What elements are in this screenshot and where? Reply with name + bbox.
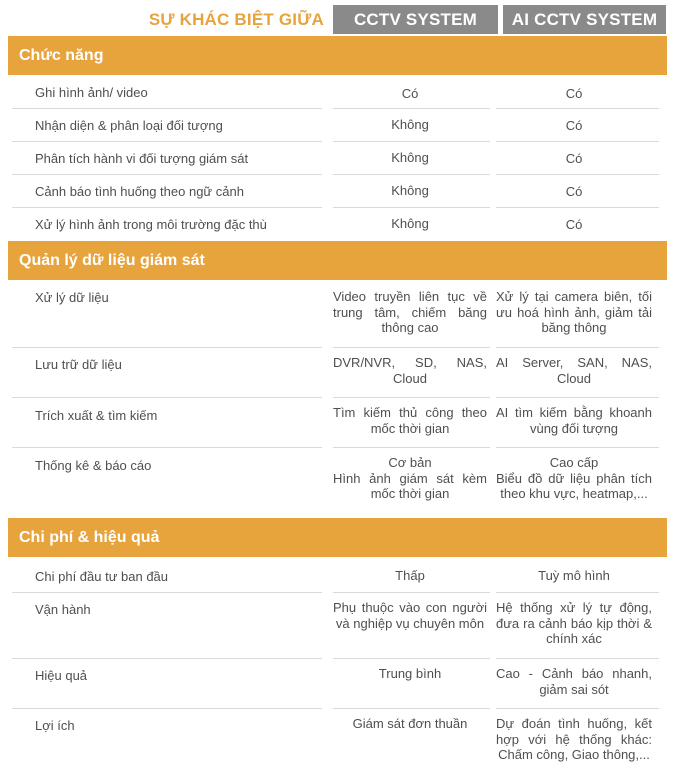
row-divider xyxy=(496,592,659,593)
cctv-value: Tìm kiếm thủ công theo mốc thời gian xyxy=(333,405,487,436)
row-label: Cảnh báo tình huống theo ngữ cảnh xyxy=(35,184,244,199)
row-divider xyxy=(12,108,322,109)
row-divider xyxy=(12,141,322,142)
ai-value: Cao cấp Biểu đồ dữ liệu phân tích theo khu vực, heatmap,... xyxy=(496,455,652,501)
cctv-value: DVR/NVR, SD, NAS, Cloud xyxy=(333,355,487,386)
row-divider xyxy=(333,708,490,709)
row-divider xyxy=(496,447,659,448)
row-divider xyxy=(12,592,322,593)
row-divider xyxy=(333,207,490,208)
cctv-value: Video truyền liên tục về trung tâm, chiếm băng thông cao xyxy=(333,289,487,335)
row-divider xyxy=(496,347,659,348)
ai-value: AI tìm kiếm bằng khoanh vùng đối tượng xyxy=(496,405,652,436)
ai-value: Hệ thống xử lý tự động, đưa ra cảnh báo kịp thời & chính xác xyxy=(496,600,652,646)
cctv-value: Có xyxy=(401,86,419,101)
column-header-ai-cctv: AI CCTV SYSTEM xyxy=(503,5,666,34)
ai-value: Xử lý tại camera biên, tối ưu hoá hình ảnh, giảm tải băng thông xyxy=(496,289,652,335)
ai-value: Có xyxy=(565,184,583,199)
ai-value: Có xyxy=(565,151,583,166)
cctv-value: Trung bình xyxy=(378,666,442,681)
row-divider xyxy=(12,174,322,175)
cctv-value: Không xyxy=(391,150,429,165)
ai-value: Tuỳ mô hình xyxy=(538,568,610,583)
cctv-value: Giám sát đơn thuần xyxy=(352,716,468,731)
cctv-value: Không xyxy=(391,117,429,132)
comparison-title: SỰ KHÁC BIỆT GIỮA xyxy=(148,9,324,29)
ai-value: AI Server, SAN, NAS, Cloud xyxy=(496,355,652,386)
row-label: Lợi ích xyxy=(35,718,75,733)
row-divider xyxy=(333,658,490,659)
row-label: Xử lý dữ liệu xyxy=(35,290,109,305)
row-divider xyxy=(333,108,490,109)
row-divider xyxy=(12,447,322,448)
section-header-data-management: Quản lý dữ liệu giám sát xyxy=(8,241,667,280)
row-label: Vận hành xyxy=(35,602,91,617)
row-divider xyxy=(496,397,659,398)
row-divider xyxy=(333,447,490,448)
row-label: Trích xuất & tìm kiếm xyxy=(35,408,158,423)
ai-value: Dự đoán tình huống, kết hợp với hệ thống khác: Chấm công, Giao thông,... xyxy=(496,716,652,762)
row-label: Hiệu quả xyxy=(35,668,88,683)
row-label: Nhận diện & phân loại đối tượng xyxy=(35,118,223,133)
row-divider xyxy=(496,141,659,142)
row-label: Phân tích hành vi đối tượng giám sát xyxy=(35,151,249,166)
row-divider xyxy=(496,708,659,709)
row-divider xyxy=(12,347,322,348)
row-divider xyxy=(12,207,322,208)
cctv-value: Thấp xyxy=(395,568,425,583)
row-divider xyxy=(12,708,322,709)
row-divider xyxy=(496,658,659,659)
row-label: Ghi hình ảnh/ video xyxy=(35,85,148,100)
row-divider xyxy=(12,658,322,659)
section-header-functions: Chức năng xyxy=(8,36,667,75)
row-divider xyxy=(12,397,322,398)
cctv-value: Cơ bản Hình ảnh giám sát kèm mốc thời gian xyxy=(333,455,487,501)
row-label: Chi phí đầu tư ban đầu xyxy=(35,569,169,584)
cctv-value: Phụ thuộc vào con người và nghiệp vụ chuyên môn xyxy=(333,600,487,631)
ai-value: Có xyxy=(565,217,583,232)
row-divider xyxy=(496,108,659,109)
row-label: Xử lý hình ảnh trong môi trường đặc thù xyxy=(35,217,267,232)
row-divider xyxy=(333,174,490,175)
ai-value: Có xyxy=(565,118,583,133)
row-divider xyxy=(333,397,490,398)
row-divider xyxy=(496,174,659,175)
cctv-value: Không xyxy=(391,216,429,231)
cctv-value: Không xyxy=(391,183,429,198)
row-divider xyxy=(496,207,659,208)
row-label: Thống kê & báo cáo xyxy=(35,458,152,473)
row-label: Lưu trữ dữ liệu xyxy=(35,357,122,372)
row-divider xyxy=(333,347,490,348)
column-header-cctv: CCTV SYSTEM xyxy=(333,5,498,34)
row-divider xyxy=(333,592,490,593)
ai-value: Cao - Cảnh báo nhanh, giảm sai sót xyxy=(496,666,652,697)
row-divider xyxy=(333,141,490,142)
section-header-cost-efficiency: Chi phí & hiệu quả xyxy=(8,518,667,557)
ai-value: Có xyxy=(565,86,583,101)
